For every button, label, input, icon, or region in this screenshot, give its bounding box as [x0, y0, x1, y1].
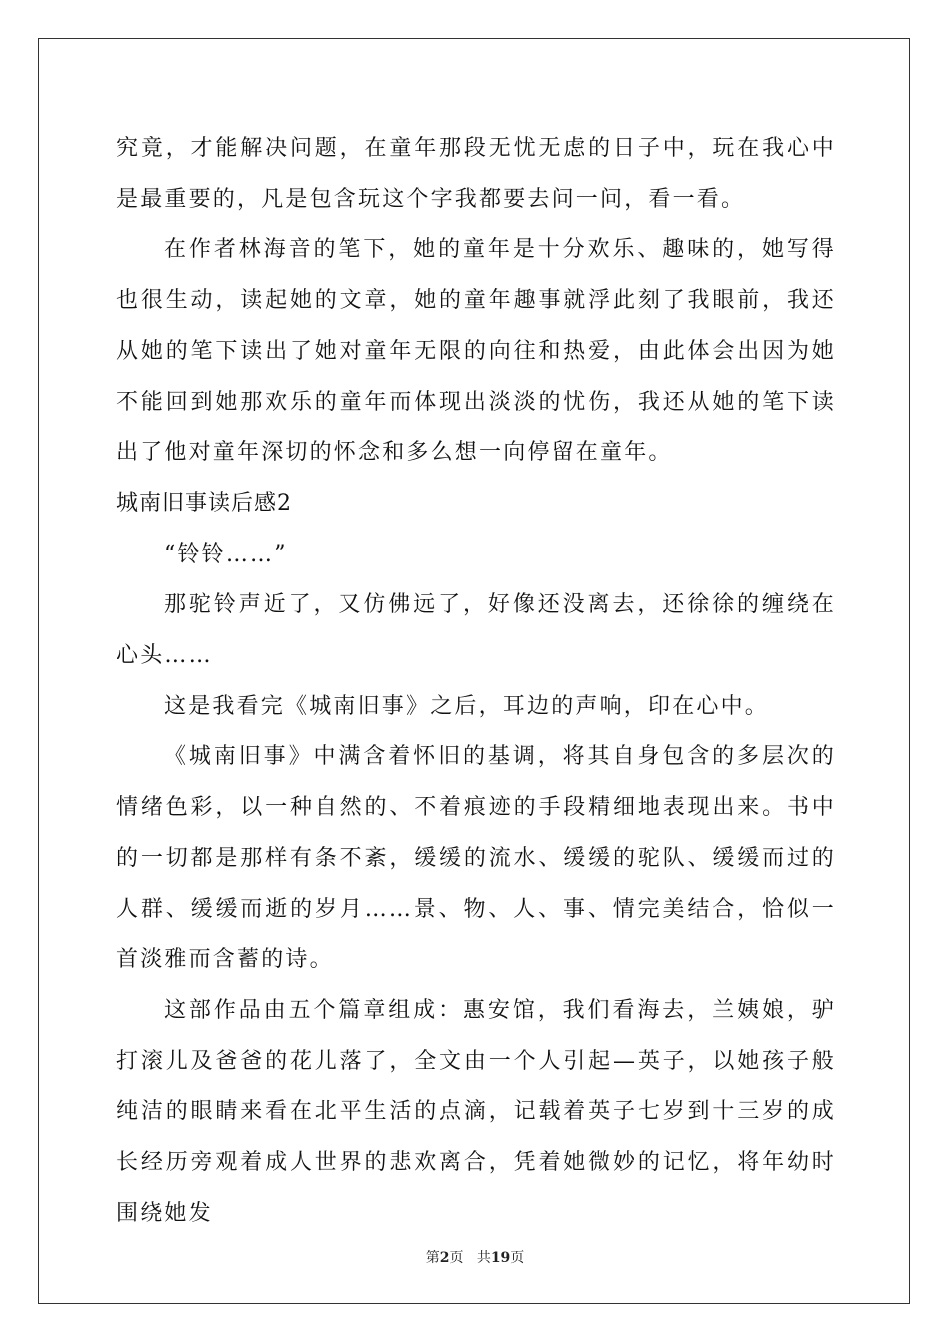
page-prefix: 第: [425, 1250, 440, 1266]
paragraph-7: 这部作品由五个篇章组成：惠安馆，我们看海去，兰姨娘，驴打滚儿及爸爸的花儿落了，全文由一个人引起—英子，以她孩子般纯洁的眼睛来看在北平生活的点滴，记载着英子七岁到十三岁的成长经历旁观着成人世界的悲欢离合，凭着她微妙的记忆，将年幼时围绕她发: [116, 997, 836, 1226]
total-prefix: 共: [476, 1250, 491, 1266]
paragraph-6: 《城南旧事》中满含着怀旧的基调，将其自身包含的多层次的情绪色彩，以一种自然的、不着痕迹的手段精细地表现出来。书中的一切都是那样有条不紊，缓缓的流水、缓缓的驼队、缓缓而过的人群、缓缓而逝的岁月……景、物、人、事、情完美结合，恰似一首淡雅而含蓄的诗。: [116, 744, 836, 973]
page-unit: 页: [449, 1250, 464, 1266]
paragraph-5: 这是我看完《城南旧事》之后，耳边的声响，印在心中。: [164, 693, 770, 719]
page-footer: [0, 1247, 950, 1267]
document-body: [116, 124, 836, 1239]
section-heading: 城南旧事读后感2: [116, 490, 292, 516]
total-unit: 页: [510, 1250, 525, 1266]
page-total: 19: [490, 1250, 511, 1266]
page-current: 2: [439, 1250, 450, 1266]
paragraph-1: 究竟，才能解决问题，在童年那段无忧无虑的日子中，玩在我心中是最重要的，凡是包含玩这个字我都要去问一问，看一看。: [116, 136, 836, 212]
paragraph-3: “铃铃……”: [164, 541, 288, 567]
paragraph-4: 那驼铃声近了，又仿佛远了，好像还没离去，还徐徐的缠绕在心头……: [116, 592, 836, 669]
paragraph-2: 在作者林海音的笔下，她的童年是十分欢乐、趣味的，她写得也很生动，读起她的文章，她的童年趣事就浮此刻了我眼前，我还从她的笔下读出了她对童年无限的向往和热爱，由此体会出因为她不能回到她那欢乐的童年而体现出淡淡的忧伤，我还从她的笔下读出了他对童年深切的怀念和多么想一向停留在童年。: [116, 237, 836, 466]
